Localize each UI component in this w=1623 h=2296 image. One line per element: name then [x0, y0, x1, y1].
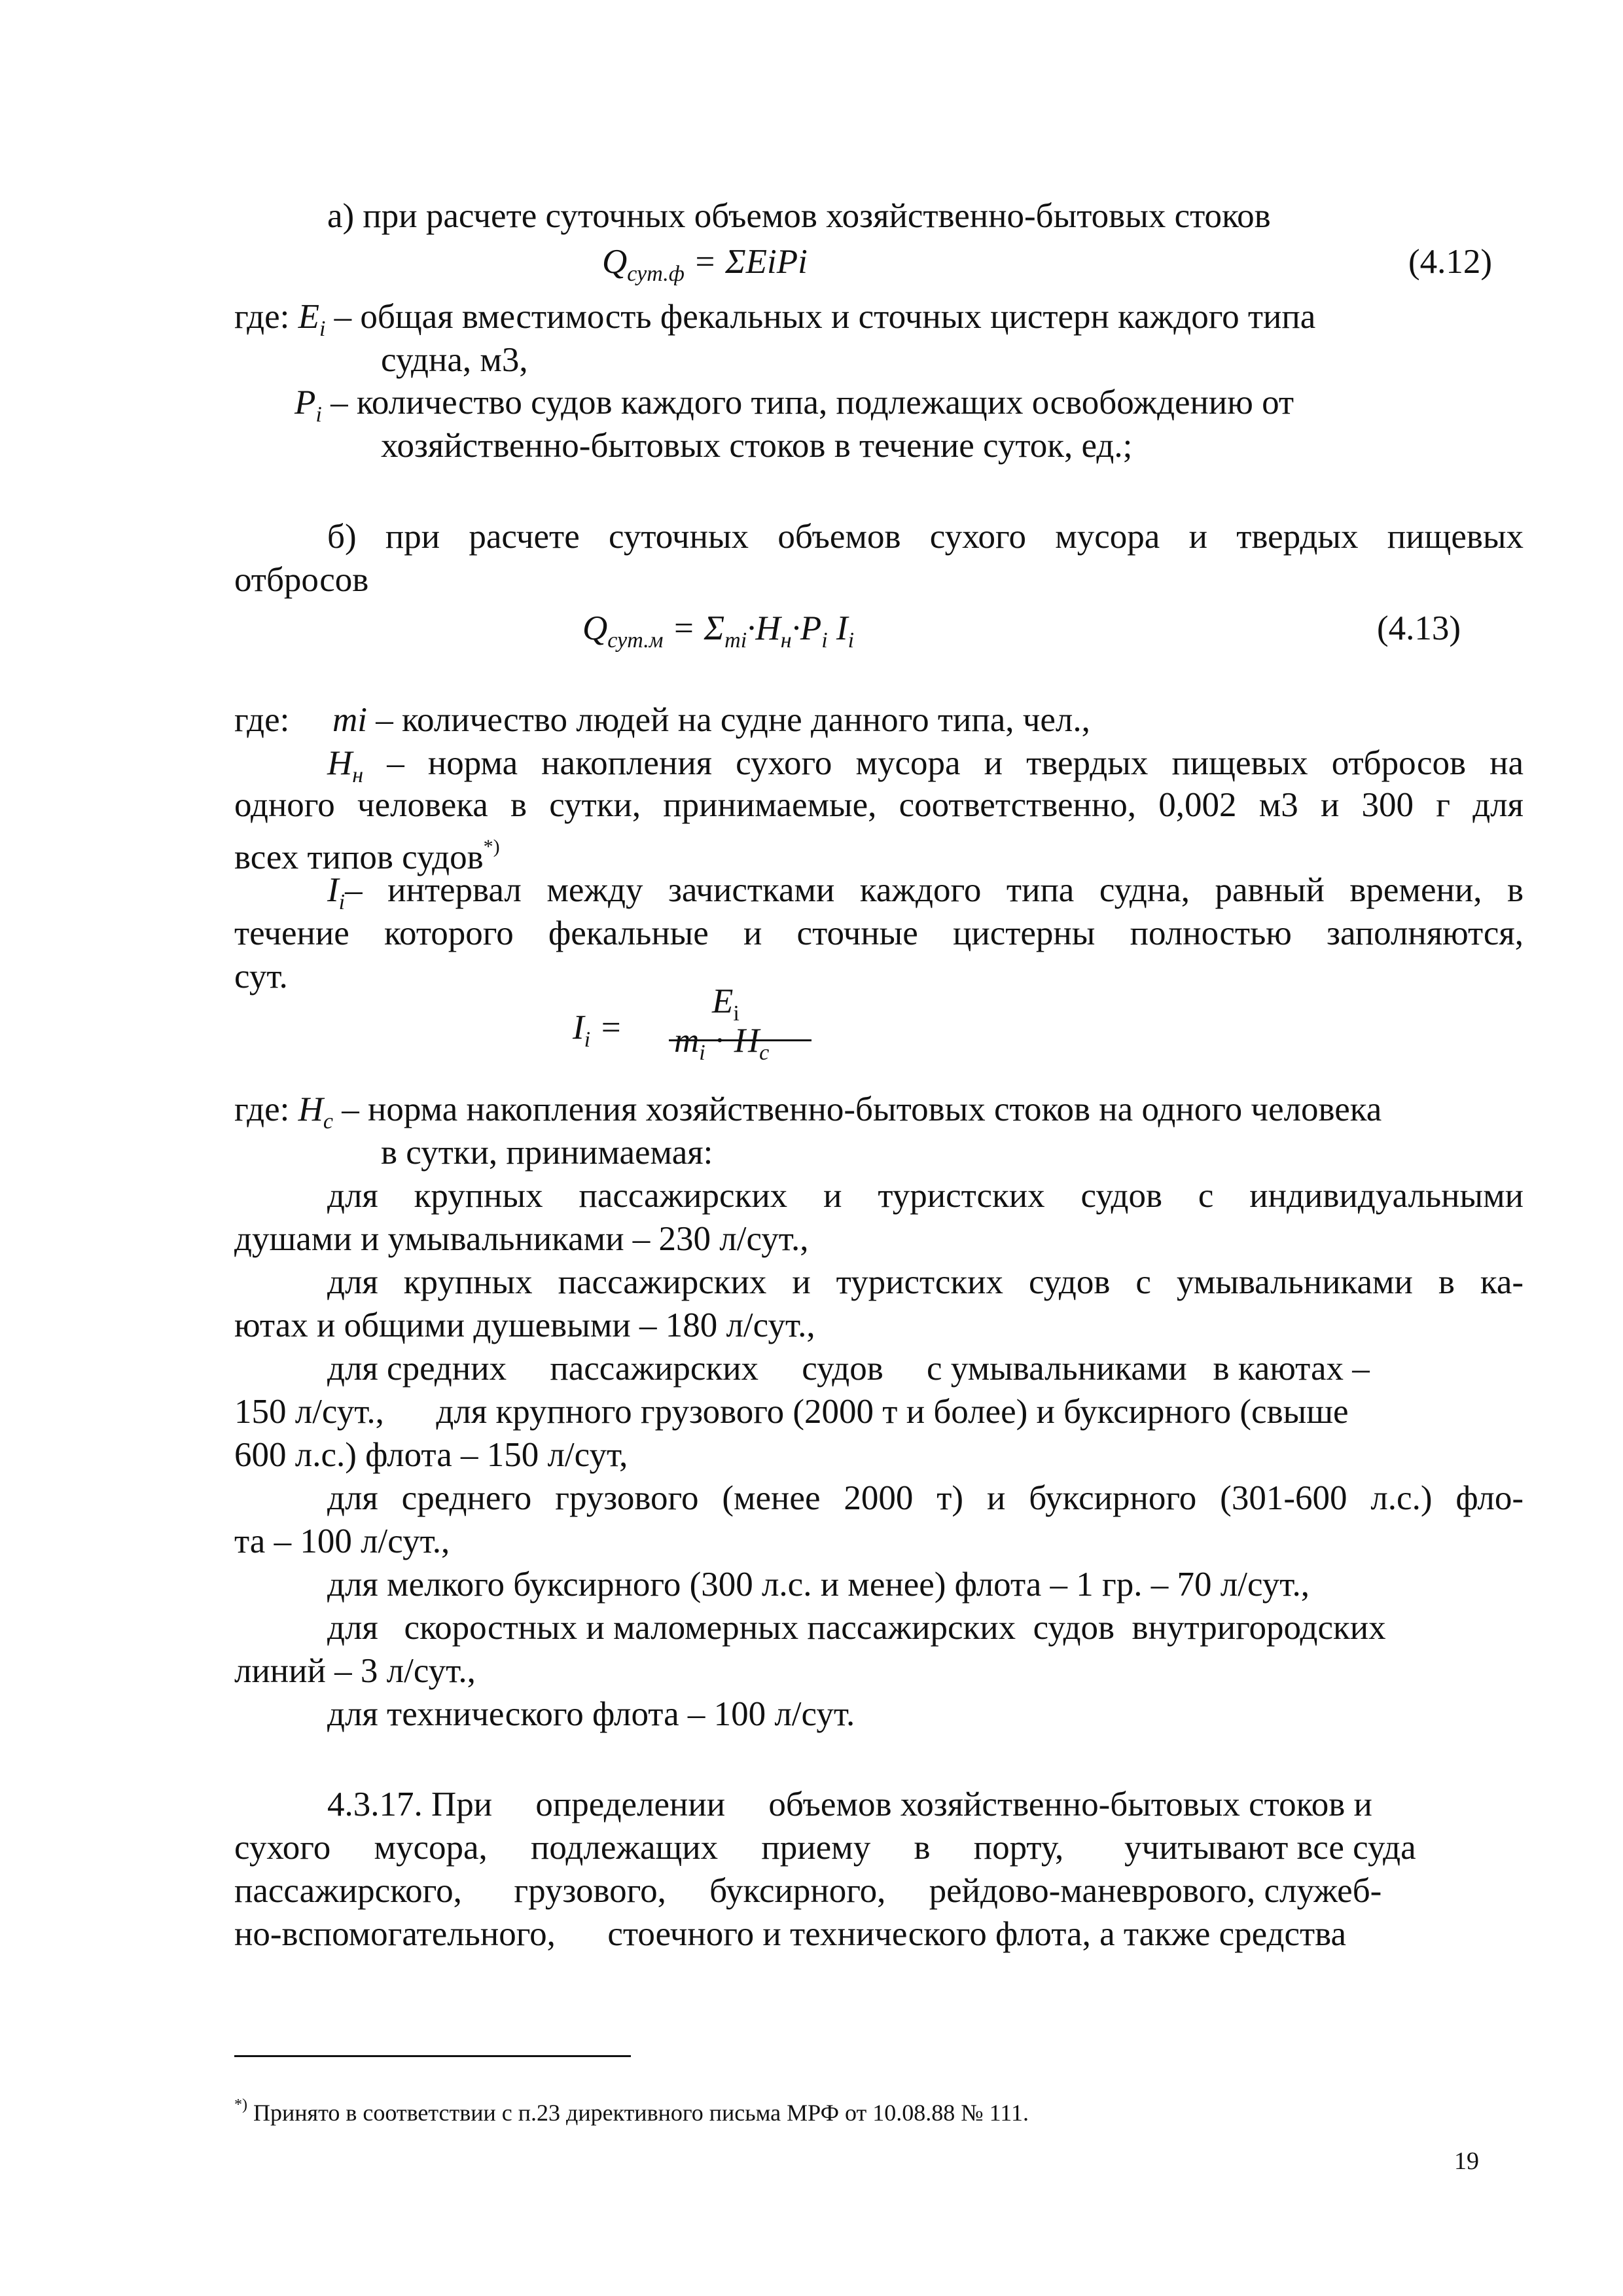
- fraction-lhs: [573, 1008, 622, 1060]
- formula-4-13-isub: i: [847, 628, 855, 653]
- fraction-den-hsub: c: [759, 1040, 770, 1065]
- var-ii-sub: i: [338, 889, 346, 914]
- def-hn-line3-text: всех типов судов: [234, 838, 484, 876]
- var-hc: Н: [298, 1090, 323, 1128]
- norm-item-3b: 150 л/сут., для крупного грузового (2000 т и более) и буксирного (свыше: [234, 1393, 1349, 1431]
- fraction-eq: =: [590, 1009, 623, 1047]
- fraction-den-msub: i: [699, 1040, 705, 1065]
- equation-number-4-13: (4.13): [1377, 609, 1461, 647]
- norm-item-6a: для скоростных и маломерных пассажирских судов внутригородских: [327, 1609, 1386, 1647]
- footnote-mark: *): [234, 2096, 247, 2113]
- formula-4-13-sub: сут.м: [607, 628, 664, 653]
- def-pi-cont: хозяйственно-бытовых стоков в течение суток, ед.;: [381, 427, 1133, 465]
- norm-item-5: для мелкого буксирного (300 л.с. и менее) флота – 1 гр. – 70 л/сут.,: [327, 1566, 1310, 1604]
- intro-b: б) при расчете суточных объемов сухого мусора и твердых пищевых: [327, 518, 1524, 556]
- fraction-lhs-sub: i: [584, 1027, 591, 1052]
- para-4-3-17-line4: но-вспомогательного, стоечного и технического флота, а также средства: [234, 1915, 1346, 1953]
- intro-a: а) при расчете суточных объемов хозяйственно-бытовых стоков: [327, 197, 1271, 235]
- formula-4-12-sub: сут.ф: [627, 261, 685, 286]
- norm-item-6b: линий – 3 л/сут.,: [234, 1652, 476, 1690]
- page-number: 19: [1454, 2147, 1479, 2175]
- fraction-num-e: E: [712, 982, 734, 1020]
- var-mi: mi: [332, 701, 367, 739]
- var-hc-sub: с: [323, 1109, 333, 1134]
- def-ii-text: – интервал между зачистками каждого типа судна, равный времени, в: [345, 871, 1524, 909]
- norm-item-2b: ютах и общими душевыми – 180 л/сут.,: [234, 1306, 815, 1344]
- def-pi-text: – количество судов каждого типа, подлежащих освобождению от: [321, 384, 1294, 422]
- intro-b-cont: отбросов: [234, 561, 369, 599]
- where-label: где:: [234, 298, 298, 336]
- var-e-sub: i: [319, 316, 326, 341]
- var-p-sub: i: [315, 402, 322, 427]
- var-hn-sub: н: [352, 762, 364, 787]
- def-hn-line3: [234, 827, 500, 877]
- def-ei-text: – общая вместимость фекальных и сточных цистерн каждого типа: [325, 298, 1316, 336]
- norm-item-3a: для средних пассажирских судов с умывальниками в каютах –: [327, 1350, 1370, 1388]
- fraction-lhs-i: I: [573, 1009, 584, 1047]
- norm-item-1b: душами и умывальниками – 230 л/сут.,: [234, 1220, 809, 1258]
- formula-4-12: [602, 242, 808, 294]
- formula-4-13-psub: i: [821, 628, 828, 653]
- var-ii: I: [327, 871, 339, 909]
- para-4-3-17-line2: сухого мусора, подлежащих приему в порту, учитывают все суда: [234, 1829, 1416, 1867]
- fraction-denominator: [674, 1021, 769, 1073]
- formula-4-12-q: Q: [602, 243, 628, 281]
- def-hc-cont: в сутки, принимаемая:: [381, 1134, 713, 1172]
- norm-item-3c: 600 л.с.) флота – 150 л/сут,: [234, 1436, 628, 1474]
- fraction-den-m: m: [674, 1022, 700, 1060]
- formula-4-13-q: Q: [582, 609, 608, 647]
- def-hn-line2: одного человека в сутки, принимаемые, соответственно, 0,002 м3 и 300 г для: [234, 786, 1524, 824]
- footnote-ref: *): [483, 836, 500, 857]
- def-mi: [332, 700, 1090, 740]
- formula-4-13-p: ·P: [791, 609, 822, 647]
- formula-4-13: [582, 609, 854, 660]
- def-hc-text: – норма накопления хозяйственно-бытовых стоков на одного человека: [332, 1090, 1382, 1128]
- fraction-den-h: H: [734, 1022, 760, 1060]
- var-e: E: [298, 298, 319, 336]
- var-p: P: [294, 384, 316, 422]
- def-mi-text: – количество людей на судне данного типа, чел.,: [367, 701, 1090, 739]
- def-hn-text: – норма накопления сухого мусора и твердых пищевых отбросов на: [363, 744, 1524, 782]
- formula-4-12-rhs: = ΣEiPi: [684, 243, 808, 281]
- equation-number-4-12: (4.12): [1408, 243, 1493, 281]
- formula-4-13-hsub: н: [780, 628, 792, 653]
- norm-item-1a: для крупных пассажирских и туристских судов с индивидуальными: [327, 1177, 1524, 1215]
- def-ei-cont: судна, м3,: [381, 341, 528, 379]
- fraction-num-sub: i: [733, 1001, 740, 1026]
- var-hn: Н: [327, 744, 353, 782]
- fraction-den-dot: ·: [705, 1022, 734, 1060]
- norm-item-4a: для среднего грузового (менее 2000 т) и буксирного (301-600 л.с.) фло-: [327, 1479, 1524, 1517]
- footnote: [234, 2090, 1029, 2127]
- where-label-3: где:: [234, 1090, 298, 1128]
- norm-item-4b: та – 100 л/сут.,: [234, 1522, 450, 1560]
- para-4-3-17-line1: 4.3.17. При определении объемов хозяйственно-бытовых стоков и: [327, 1785, 1372, 1823]
- norm-item-2a: для крупных пассажирских и туристских судов с умывальниками в ка-: [327, 1263, 1524, 1301]
- para-4-3-17-line3: пассажирского, грузового, буксирного, рейдово-маневрового, служеб-: [234, 1872, 1382, 1910]
- formula-4-13-mi: mi: [724, 628, 747, 653]
- def-ii-line2: течение которого фекальные и сточные цистерны полностью заполняются,: [234, 914, 1524, 952]
- norm-item-7: для технического флота – 100 л/сут.: [327, 1695, 855, 1733]
- formula-4-13-h: ·Н: [747, 609, 781, 647]
- footnote-text: Принято в соответствии с п.23 директивного письма МРФ от 10.08.88 № 111.: [247, 2099, 1029, 2126]
- def-ii-line3: сут.: [234, 958, 288, 996]
- formula-4-13-i: I: [827, 609, 848, 647]
- where-label-2: где:: [234, 701, 290, 739]
- footnote-separator: [234, 2055, 631, 2057]
- formula-4-13-eq: = Σ: [663, 609, 725, 647]
